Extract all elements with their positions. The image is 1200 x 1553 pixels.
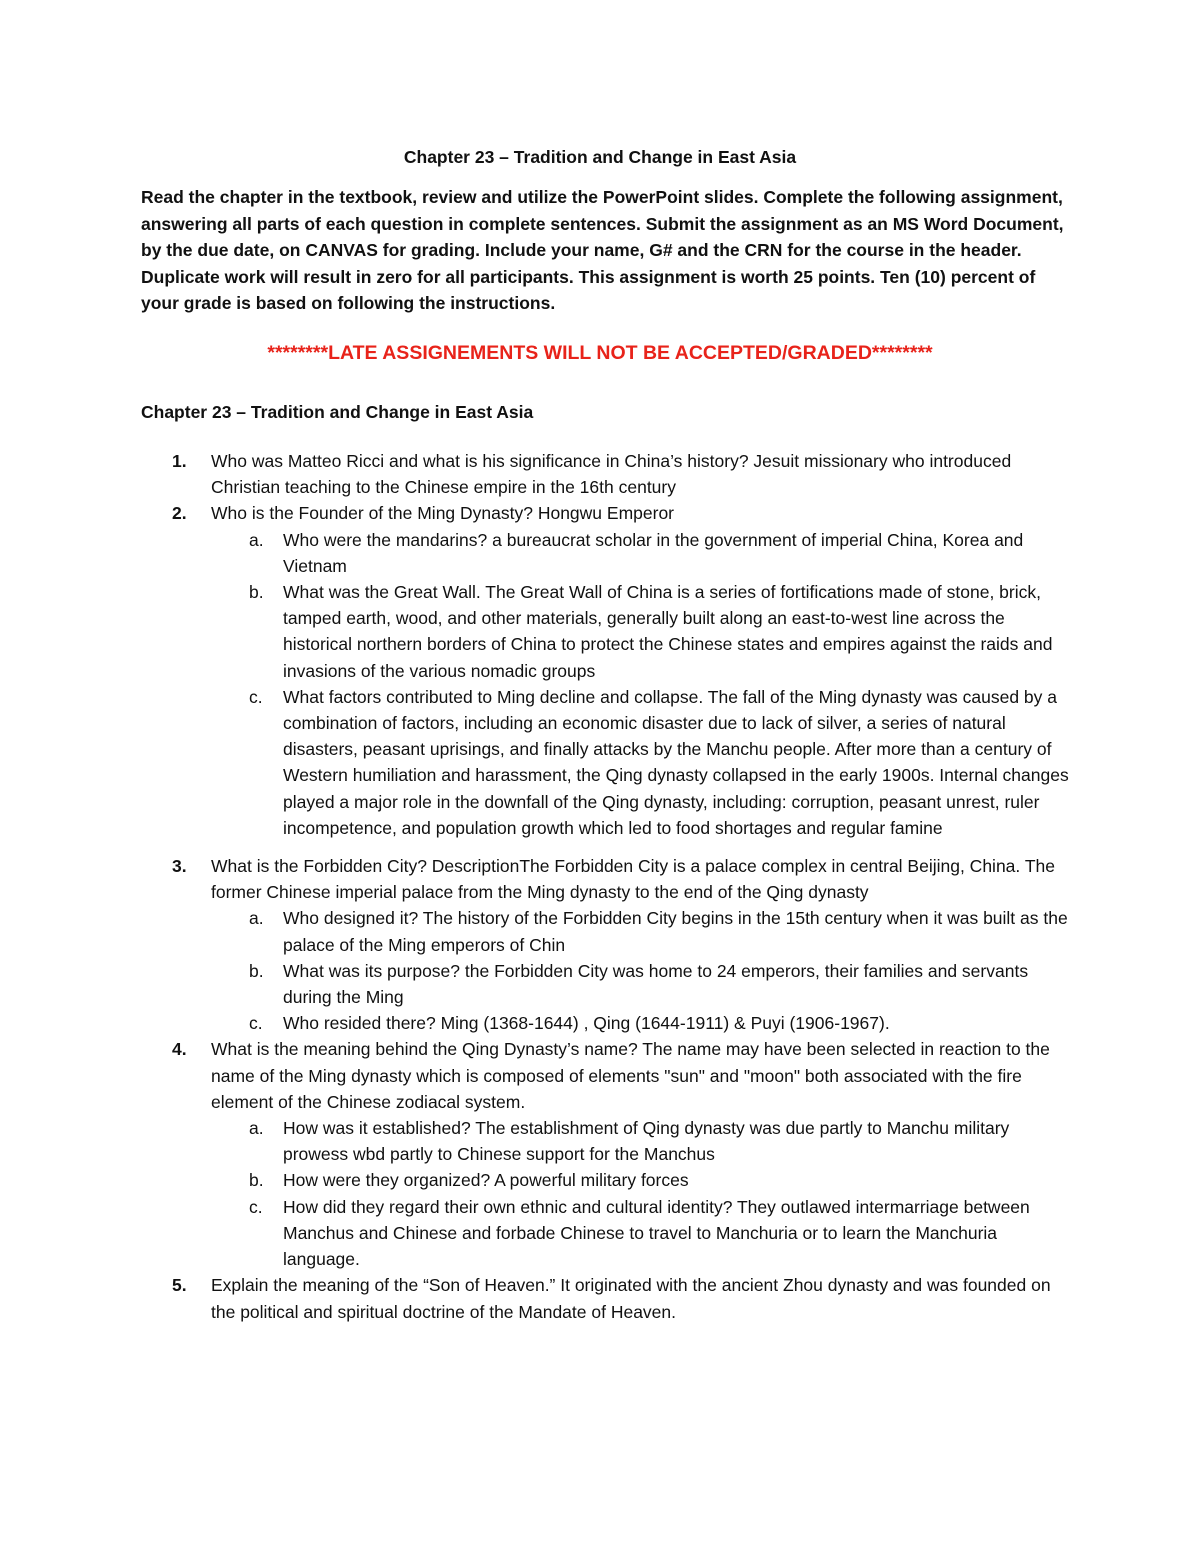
assignment-instructions: Read the chapter in the textbook, review and utilize the PowerPoint slides. Complete the following assignment, answering all parts of each question in complete sentences. Submit the assignment as an MS Word Document, by the due date, on CANVAS for grading. Include your name, G# and the CRN for the course in the header. Duplicate work will result in zero for all participants. This assignment is worth 25 points. Ten (10) percent of your grade is based on following the instructions. bbox=[141, 187, 1064, 314]
sub-question-text: How were they organized? A powerful military forces bbox=[283, 1170, 689, 1191]
sub-question-text: What was the Great Wall. The Great Wall of China is a series of fortifications made of stone, brick, tamped earth, wood, and other materials, generally built along an east-to-west line across the historical northern borders of China to protect the Chinese states and empires against the raids and invasions of the various nomadic groups bbox=[283, 582, 1053, 681]
section-heading: Chapter 23 – Tradition and Change in East Asia bbox=[141, 402, 534, 422]
sub-question-letter: c. bbox=[249, 686, 263, 707]
sub-question-letter: a. bbox=[249, 908, 264, 929]
sub-question-text: How did they regard their own ethnic and cultural identity? They outlawed intermarriage between Manchus and Chinese and forbade Chinese to travel to Manchuria or to learn the Manchuria language. bbox=[283, 1196, 1030, 1270]
question-item bbox=[141, 1036, 1071, 1272]
sub-question-item bbox=[211, 1115, 1071, 1167]
question-text: What is the meaning behind the Qing Dynasty’s name? The name may have been selected in reaction to the name of the Ming dynasty which is composed of elements "sun" and "moon" both associated with the fire element of the Chinese zodiacal system. bbox=[211, 1039, 1050, 1112]
sub-question-list bbox=[211, 527, 1071, 841]
question-number: 2. bbox=[172, 503, 187, 524]
sub-question-list bbox=[211, 905, 1071, 1036]
sub-question-letter: b. bbox=[249, 582, 264, 603]
sub-question-item bbox=[211, 527, 1071, 579]
sub-question-letter: b. bbox=[249, 1170, 264, 1191]
question-text: Who was Matteo Ricci and what is his significance in China’s history? Jesuit missionary who introduced Christian teaching to the Chinese empire in the 16th century bbox=[211, 451, 1012, 498]
question-text: Explain the meaning of the “Son of Heaven.” It originated with the ancient Zhou dynasty and was founded on the political and spiritual doctrine of the Mandate of Heaven. bbox=[211, 1275, 1051, 1322]
question-item bbox=[141, 1272, 1071, 1324]
sub-question-text: Who resided there? Ming (1368-1644) , Qing (1644-1911) & Puyi (1906-1967). bbox=[283, 1013, 890, 1034]
question-number: 1. bbox=[172, 451, 187, 471]
sub-question-item bbox=[211, 905, 1071, 957]
question-text: What is the Forbidden City? DescriptionThe Forbidden City is a palace complex in central Beijing, China. The former Chinese imperial palace from the Ming dynasty to the end of the Qing dynasty bbox=[211, 856, 1055, 903]
question-number: 4. bbox=[172, 1039, 187, 1060]
sub-question-text: Who designed it? The history of the Forbidden City begins in the 15th century when it was built as the palace of the Ming emperors of Chin bbox=[283, 908, 1068, 955]
sub-question-letter: c. bbox=[249, 1196, 263, 1217]
sub-question-letter: c. bbox=[249, 1013, 263, 1034]
sub-question-item bbox=[211, 1194, 1071, 1273]
late-assignment-warning: ********LATE ASSIGNEMENTS WILL NOT BE ACCEPTED/GRADED******** bbox=[267, 342, 933, 364]
sub-question-item bbox=[211, 958, 1071, 1010]
sub-question-text: What was its purpose? the Forbidden City was home to 24 emperors, their families and servants during the Ming bbox=[283, 960, 1029, 1008]
sub-question-item bbox=[211, 684, 1071, 841]
sub-question-letter: b. bbox=[249, 960, 264, 981]
sub-question-letter: a. bbox=[249, 529, 264, 550]
question-item bbox=[141, 448, 1071, 500]
question-number: 5. bbox=[172, 1275, 187, 1296]
question-text: Who is the Founder of the Ming Dynasty? Hongwu Emperor bbox=[211, 503, 674, 524]
question-list bbox=[141, 448, 1071, 1325]
sub-question-item bbox=[211, 579, 1071, 684]
question-number: 3. bbox=[172, 856, 187, 877]
sub-question-item bbox=[211, 1167, 1071, 1193]
sub-question-list bbox=[211, 1115, 1071, 1272]
sub-question-text: What factors contributed to Ming decline and collapse. The fall of the Ming dynasty was caused by a combination of factors, including an economic disaster due to lack of silver, a series of natural disasters, peasant uprisings, and finally attacks by the Manchu people. After more than a century of Western humiliation and harassment, the Qing dynasty collapsed in the early 1900s. Internal changes played a major role in the downfall of the Qing dynasty, including: corruption, peasant unrest, ruler incompetence, and population growth which led to food shortages and regular famine bbox=[283, 686, 1069, 838]
question-item bbox=[141, 500, 1071, 841]
sub-question-item bbox=[211, 1010, 1071, 1036]
sub-question-letter: a. bbox=[249, 1118, 264, 1139]
sub-question-text: Who were the mandarins? a bureaucrat scholar in the government of imperial China, Korea and Vietnam bbox=[283, 529, 1024, 576]
sub-question-text: How was it established? The establishment of Qing dynasty was due partly to Manchu military prowess wbd partly to Chinese support for the Manchus bbox=[283, 1118, 1010, 1165]
question-item bbox=[141, 853, 1071, 1036]
document-title: Chapter 23 – Tradition and Change in East Asia bbox=[403, 147, 797, 167]
